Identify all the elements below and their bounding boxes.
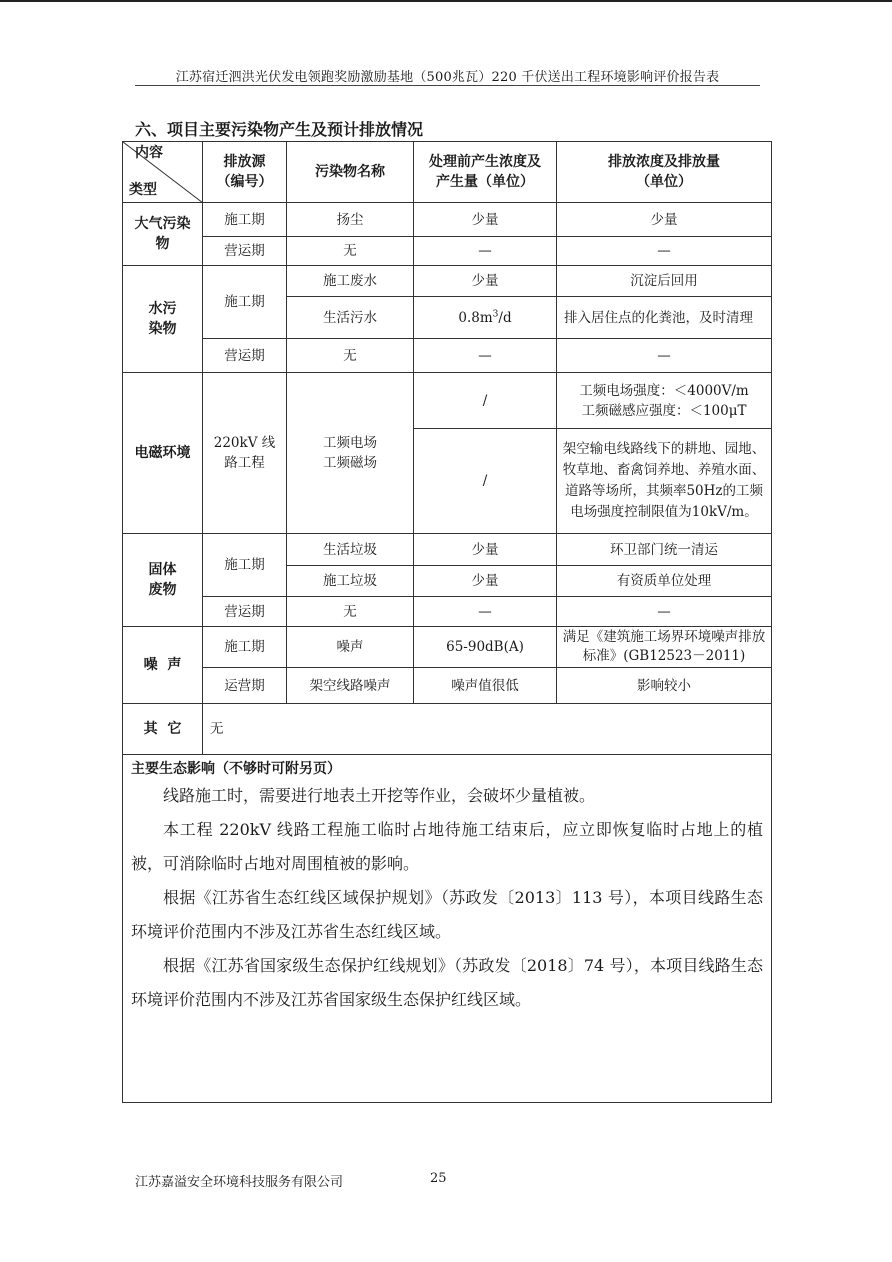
col-header-source: 排放源 （编号） — [203, 142, 287, 203]
cell-name: 工频电场 工频磁场 — [287, 373, 414, 534]
table-row — [123, 534, 772, 566]
cell-before — [414, 297, 557, 339]
cell-other-value: 无 — [203, 704, 772, 755]
table-row — [123, 237, 772, 266]
cell-after: 有资质单位处理 — [557, 566, 772, 597]
eco-cell — [123, 755, 772, 1103]
cell-source: 营运期 — [203, 597, 287, 627]
cell-source: 施工期 — [203, 534, 287, 597]
category-water: 水污 染物 — [123, 266, 203, 373]
cell-after: 排入居住点的化粪池，及时清理 — [557, 297, 772, 339]
cell-source: 施工期 — [203, 627, 287, 668]
table-row — [123, 668, 772, 704]
eco-paragraph: 本工程 220kV 线路工程施工临时占地待施工结束后，应立即恢复临时占地上的植被，可消除临时占地对周围植被的影响。 — [131, 820, 763, 873]
cell-source: 220kV 线 路工程 — [203, 373, 287, 534]
cell-name: 噪声 — [287, 627, 414, 668]
cell-after: 工频电场强度：＜4000V/m 工频磁感应强度：＜100μT — [557, 373, 772, 429]
unit-text: /d — [498, 309, 512, 326]
eco-paragraph: 根据《江苏省生态红线区域保护规划》（苏政发〔2013〕113 号），本项目线路生态环境评价范围内不涉及江苏省生态红线区域。 — [131, 888, 763, 941]
cell-after: 影响较小 — [557, 668, 772, 704]
top-rule — [0, 0, 892, 2]
cell-name: 施工垃圾 — [287, 566, 414, 597]
header-divider — [135, 85, 760, 86]
eco-row — [123, 755, 772, 1103]
table-header-row — [123, 142, 772, 203]
cell-before: / — [414, 373, 557, 429]
cell-before: / — [414, 429, 557, 534]
cell-before: — — [414, 339, 557, 373]
category-other: 其 它 — [123, 704, 203, 755]
category-air: 大气污染 物 — [123, 203, 203, 266]
table-row — [123, 373, 772, 429]
cell-after: 满足《建筑施工场界环境噪声排放标准》(GB12523－2011) — [557, 627, 772, 668]
cell-after: 少量 — [557, 203, 772, 237]
cell-name: 施工废水 — [287, 266, 414, 297]
cell-before: 少量 — [414, 534, 557, 566]
table-row — [123, 597, 772, 627]
page-header: 江苏宿迁泗洪光伏发电领跑奖励激励基地（500兆瓦）220 千伏送出工程环境影响评价报告表 — [175, 70, 720, 85]
cell-before: — — [414, 237, 557, 266]
cell-source: 营运期 — [203, 339, 287, 373]
eco-paragraph: 根据《江苏省国家级生态保护红线规划》（苏政发〔2018〕74 号），本项目线路生态环境评价范围内不涉及江苏省国家级生态保护红线区域。 — [131, 956, 763, 1009]
cell-name: 扬尘 — [287, 203, 414, 237]
cell-after: 沉淀后回用 — [557, 266, 772, 297]
value-text: 0.8m — [458, 309, 493, 326]
cell-source: 营运期 — [203, 237, 287, 266]
cell-name: 架空线路噪声 — [287, 668, 414, 704]
eco-heading: 主要生态影响（不够时可附另页） — [131, 761, 341, 777]
table-row — [123, 627, 772, 668]
cell-name: 无 — [287, 597, 414, 627]
cell-before: 噪声值很低 — [414, 668, 557, 704]
eco-paragraph: 线路施工时，需要进行地表土开挖等作业，会破坏少量植被。 — [163, 786, 596, 805]
col-header-name: 污染物名称 — [287, 142, 414, 203]
page-number: 25 — [430, 1171, 447, 1186]
category-em: 电磁环境 — [123, 373, 203, 534]
cell-name: 生活污水 — [287, 297, 414, 339]
cell-name: 生活垃圾 — [287, 534, 414, 566]
category-noise: 噪 声 — [123, 627, 203, 704]
table-row — [123, 203, 772, 237]
unit-superscript: 3 — [492, 309, 499, 319]
corner-bottom-label: 类型 — [129, 182, 157, 198]
cell-source: 运营期 — [203, 668, 287, 704]
cell-before: 少量 — [414, 566, 557, 597]
cell-after: — — [557, 339, 772, 373]
cell-source: 施工期 — [203, 203, 287, 237]
corner-top-label: 内容 — [135, 145, 163, 161]
category-solid: 固体 废物 — [123, 534, 203, 627]
footer-company: 江苏嘉溢安全环境科技服务有限公司 — [135, 1175, 344, 1190]
cell-before: 少量 — [414, 203, 557, 237]
table-row — [123, 339, 772, 373]
table-row — [123, 266, 772, 297]
cell-source: 施工期 — [203, 266, 287, 339]
cell-before: — — [414, 597, 557, 627]
table-row — [123, 704, 772, 755]
cell-after: — — [557, 237, 772, 266]
cell-before: 少量 — [414, 266, 557, 297]
col-header-before: 处理前产生浓度及 产生量（单位） — [414, 142, 557, 203]
cell-after: 环卫部门统一清运 — [557, 534, 772, 566]
corner-header-cell — [123, 142, 203, 203]
cell-after: 架空输电线路线下的耕地、园地、牧草地、畜禽饲养地、养殖水面、道路等场所，其频率50Hz的工频电场强度控制限值为10kV/m。 — [557, 429, 772, 534]
col-header-after: 排放浓度及排放量 （单位） — [557, 142, 772, 203]
pollutant-table — [122, 141, 772, 1103]
cell-before: 65-90dB(A) — [414, 627, 557, 668]
cell-after: — — [557, 597, 772, 627]
cell-name: 无 — [287, 237, 414, 266]
section-title: 六、项目主要污染物产生及预计排放情况 — [135, 120, 424, 139]
cell-name: 无 — [287, 339, 414, 373]
